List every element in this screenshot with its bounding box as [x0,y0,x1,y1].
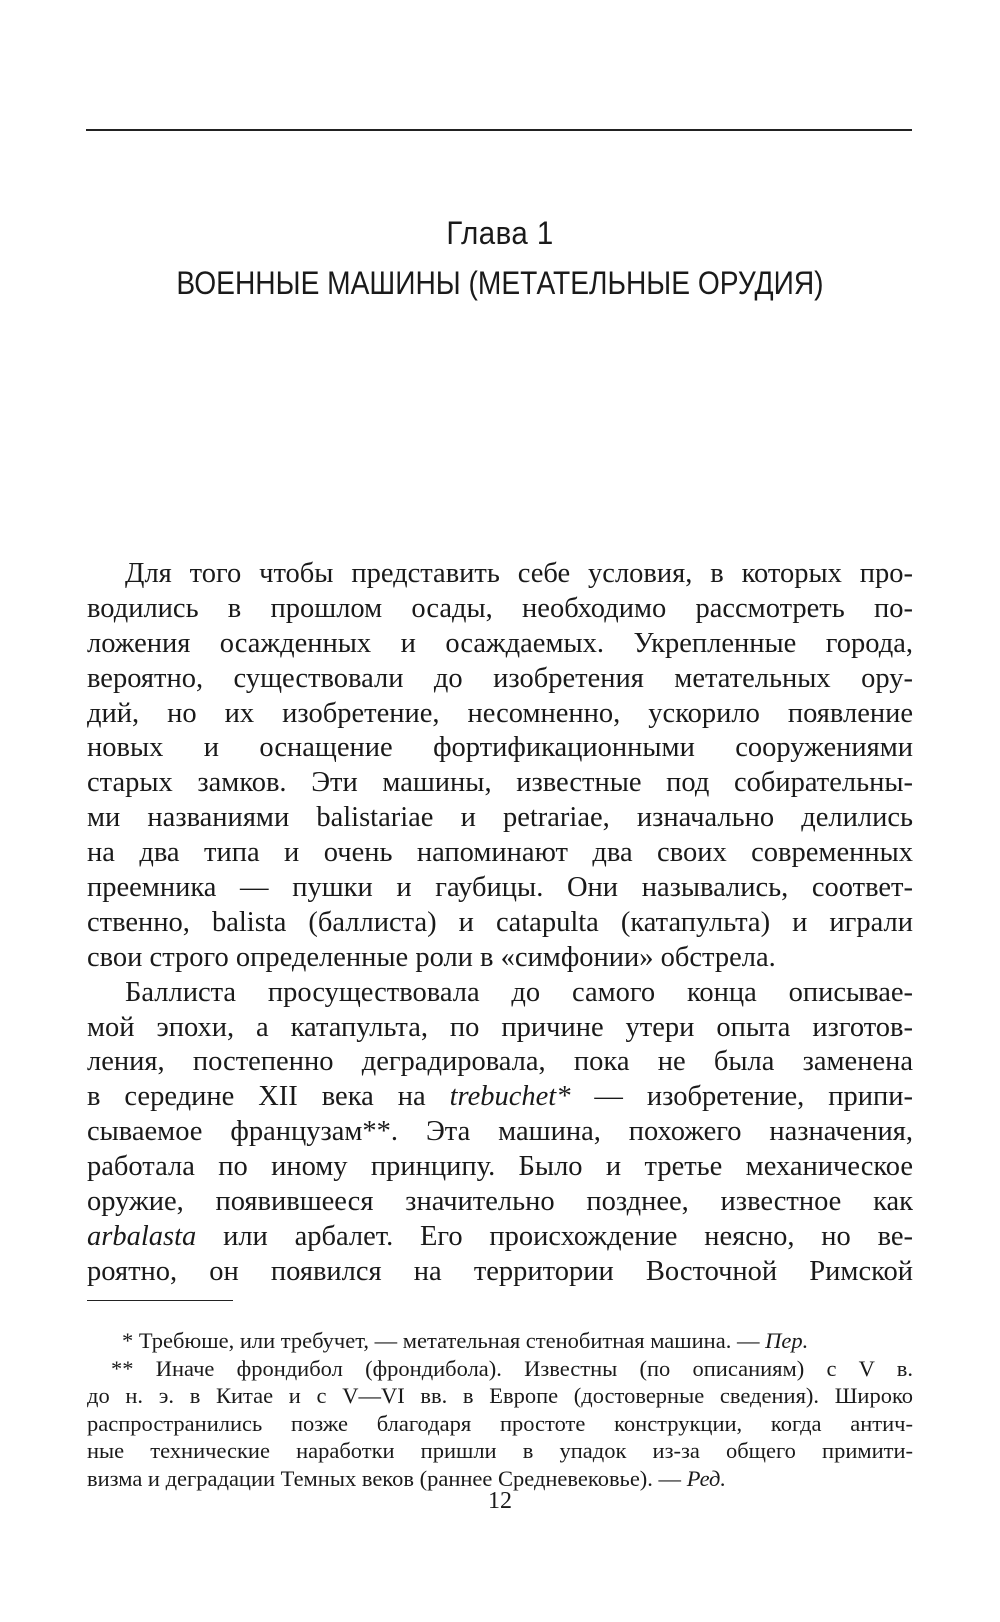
footnote-text: визма и деградации Темных веков (раннее Средневековье). — [87,1465,687,1491]
footnote-1 [87,1327,913,1355]
text-line: ственно, balista (баллиста) и catapulta (катапульта) и играли [87,906,913,938]
text-line: новых и оснащение фортификационными сооружениями [87,732,913,764]
text-line: Для того чтобы представить себе условия, в которых про- [125,558,913,589]
italic-term-trebuchet: trebuchet* [449,1081,571,1113]
text-line: старых замков. Эти машины, известные под собирательны- [87,767,913,799]
footnote-attribution: Ред. [686,1465,727,1491]
footnote-2-line: до н. э. в Китае и с V—VI вв. в Европе (достоверные сведения). Широко [87,1383,913,1409]
footnote-2-line: ные технические наработки пришли в упадок из-за общего примити- [87,1438,913,1464]
text-line: Баллиста просуществовала до самого конца описывае- [125,976,913,1008]
footnotes [87,1327,913,1493]
text-line: ления, постепенно деградировала, пока не была заменена [87,1046,913,1078]
text-line: вероятно, существовали до изобретения метательных ору- [87,662,913,694]
text-line: работала по иному принципу. Было и третье механическое [87,1151,913,1183]
footnote-text: * Требюше, или требучет, — метательная стенобитная машина. — [122,1328,766,1353]
header-rule [86,129,912,131]
text-line: ми названиями balistariae и petrariae, изначально делились [87,802,913,834]
footnote-2-line: распространились позже благодаря простоте конструкции, когда антич- [87,1410,913,1436]
text-line: оружие, появившееся значительно позднее, известное как [87,1186,913,1218]
text-line [87,1080,913,1115]
body-text [87,557,913,1290]
footnote-rule [87,1300,233,1301]
text-segment: или арбалет. Его происхождение неясно, но ве- [196,1220,913,1252]
text-line: сываемое французам**. Эта машина, похожего назначения, [87,1116,913,1148]
text-line: свои строго определенные роли в «симфонии» обстрела. [87,941,776,973]
footnote-2-line: ** Иначе фрондибол (фрондибола). Известны (по описаниям) с V в. [111,1355,913,1381]
text-line: роятно, он появился на территории Восточной Римской [87,1255,913,1287]
text-line: ложения осажденных и осаждаемых. Укрепленные города, [87,627,913,659]
chapter-number: Глава 1 [446,215,554,251]
text-line: на два типа и очень напоминают два своих современных [87,837,913,869]
text-line: преемника — пушки и гаубицы. Они назывались, соответ- [87,872,913,904]
chapter-title: ВОЕННЫЕ МАШИНЫ (МЕТАТЕЛЬНЫЕ ОРУДИЯ) [176,265,824,301]
page-number: 12 [488,1488,512,1514]
text-line: мой эпохи, а катапульта, по причине утери опыта изготов- [87,1011,913,1043]
italic-term-arbalasta: arbalasta [87,1220,197,1252]
text-segment: в середине XII века на [87,1081,450,1113]
text-line: дий, но их изобретение, несомненно, ускорило появление [87,697,913,729]
text-line [87,1220,913,1255]
text-segment: — изобретение, припи- [570,1081,913,1113]
footnote-attribution: Пер. [765,1328,809,1353]
text-line: водились в прошлом осады, необходимо рассмотреть по- [87,592,913,624]
